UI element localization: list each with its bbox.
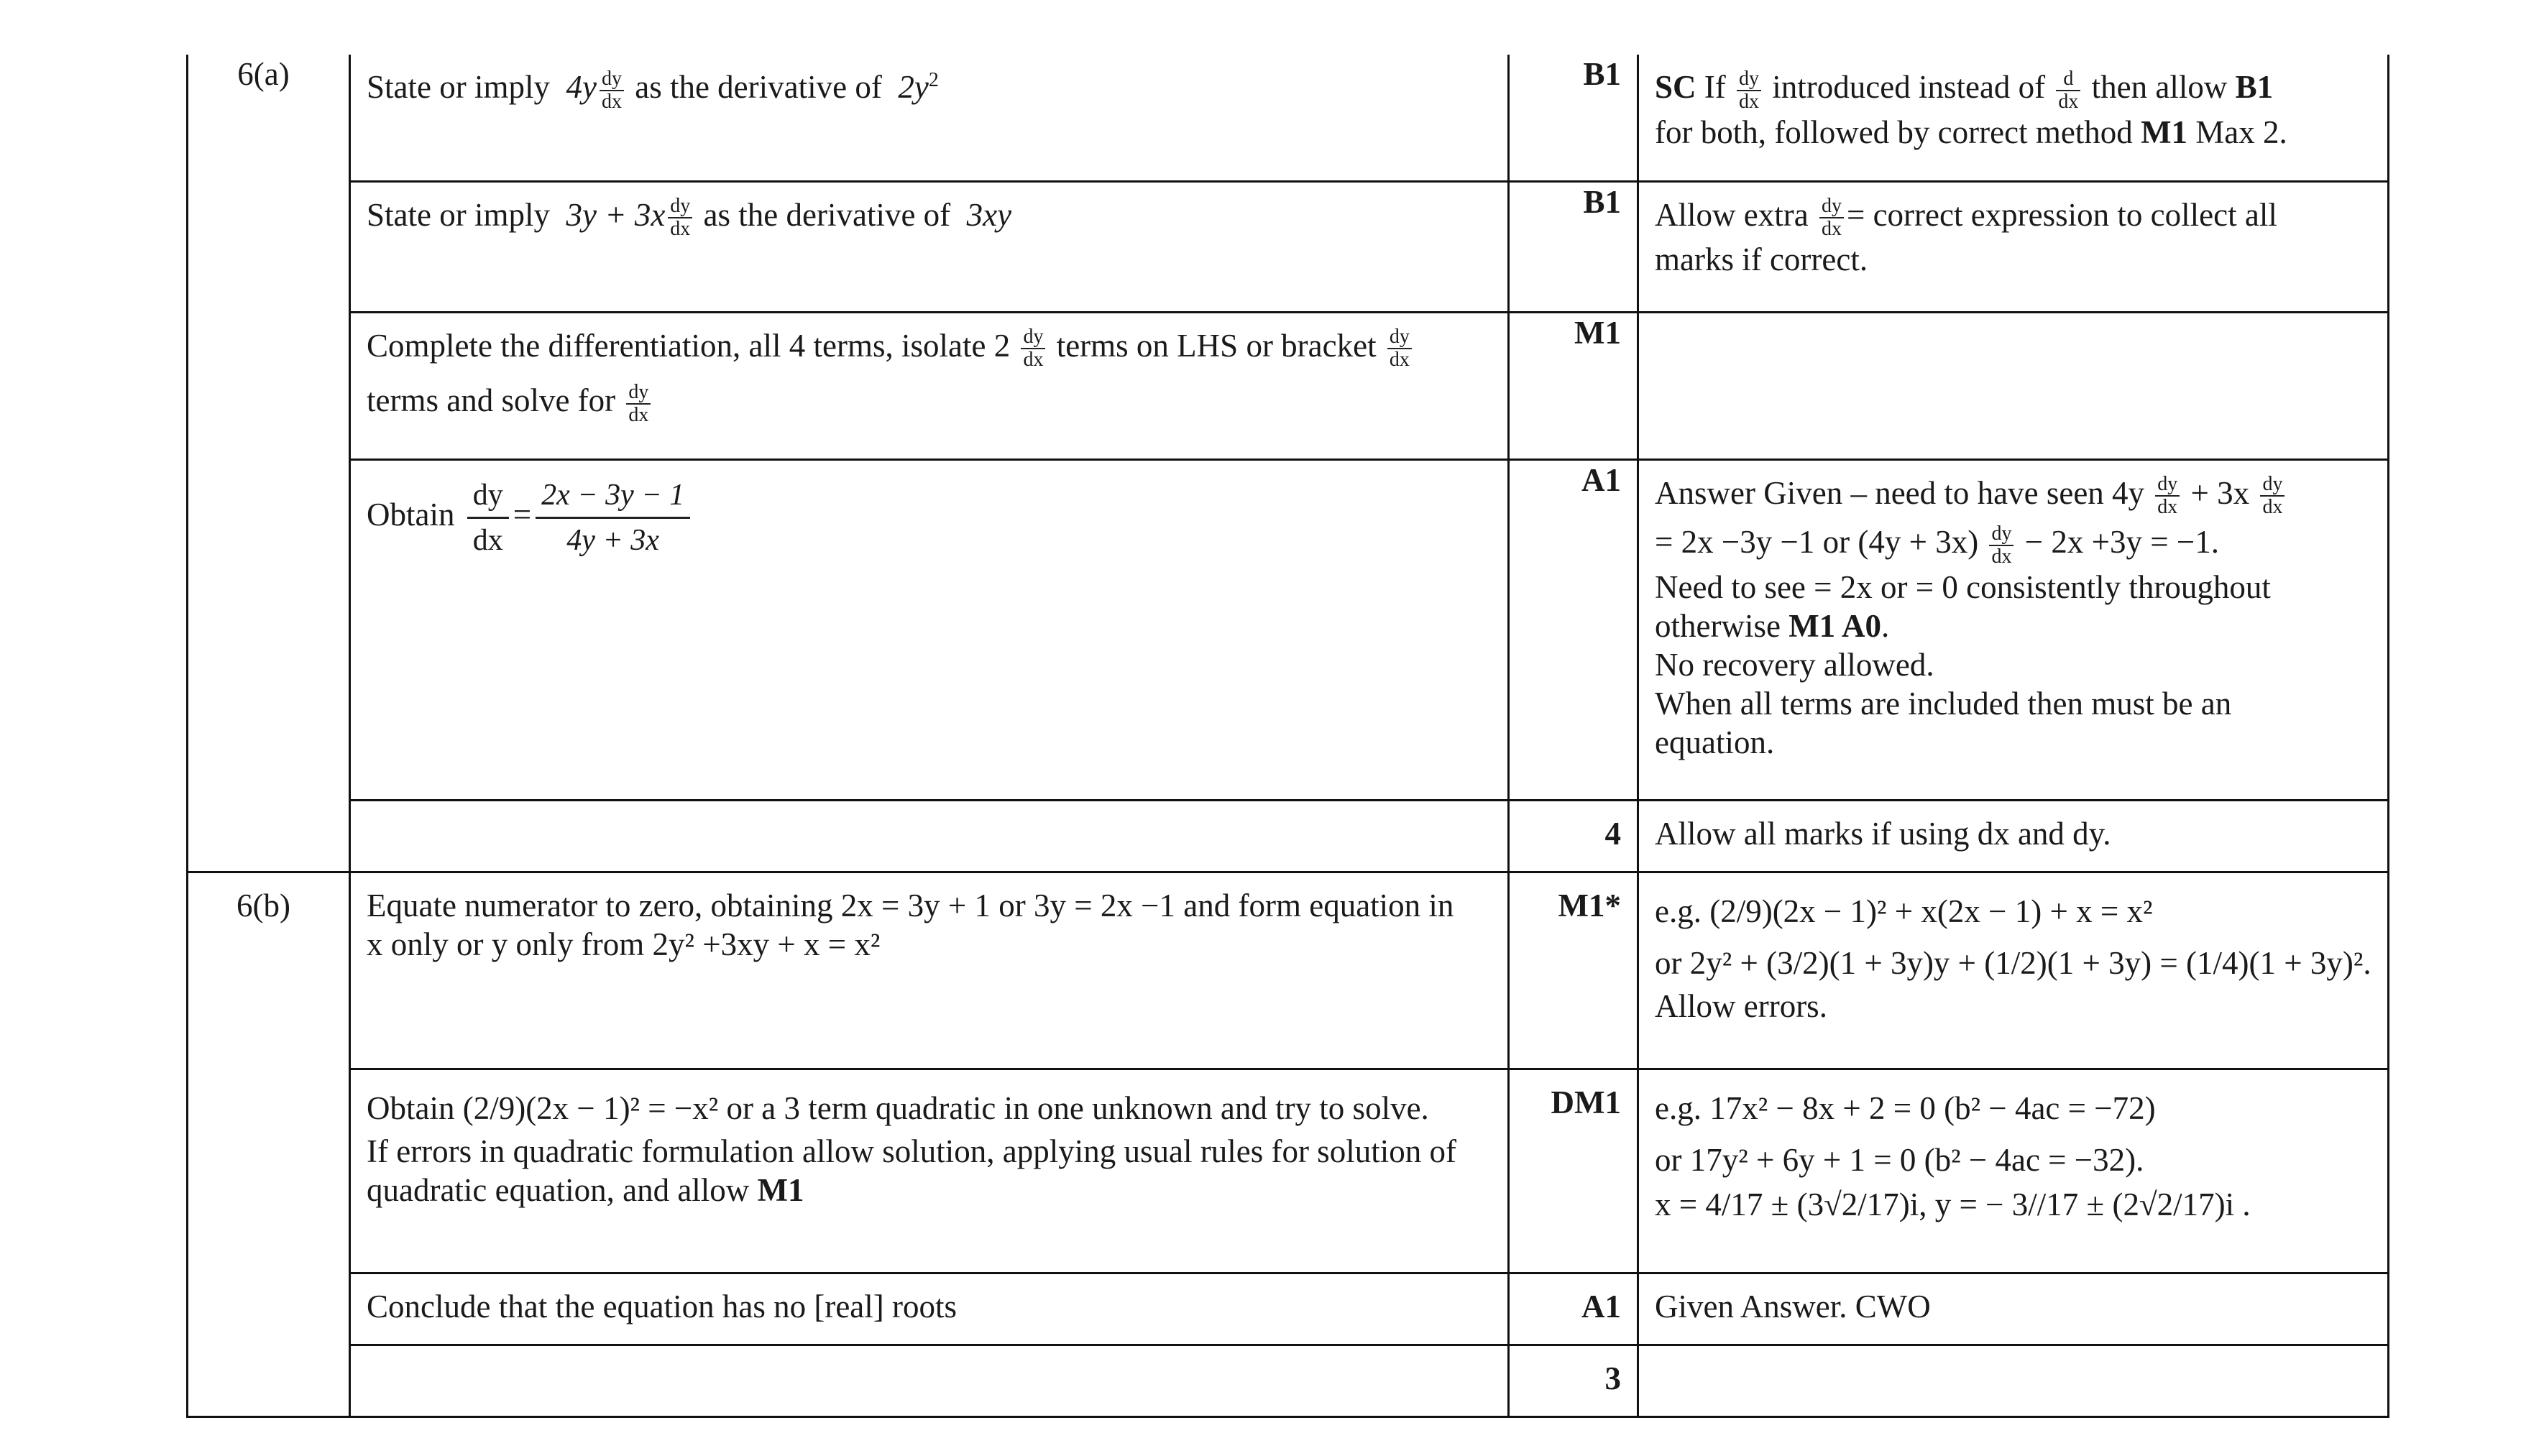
guidance-cell: SC If $\frac{dy}{dx}$ introduced instead of $\frac{d}{dx}$ then allow B1 for both, followed by correct method M1 Max 2. (1638, 55, 2389, 181)
guidance-cell (1638, 312, 2389, 459)
answer-cell: Obtain (2/9)(2x − 1)² = −x² or a 3 term quadratic in one unknown and try to solve. If errors in quadratic formulation allow solution, applying usual rules for solution of quadratic equation, and allow M1 (350, 1069, 1509, 1273)
answer-cell: Conclude that the equation has no [real] roots (350, 1273, 1509, 1345)
table-row (188, 800, 2389, 872)
table-row (188, 181, 2389, 312)
table-row (188, 1345, 2389, 1416)
guidance-cell: Allow extra $\frac{dy}{dx}$ = correct expression to collect all marks if correct. (1638, 181, 2389, 312)
answer-cell: State or imply 4y $\frac{dy}{dx}$ as the derivative of $2y^2$ (350, 55, 1509, 181)
table-row (188, 872, 2389, 1069)
table-row (188, 312, 2389, 459)
table-row (188, 1273, 2389, 1345)
guidance-cell: Allow all marks if using dx and dy. (1638, 800, 2389, 872)
mark-cell: M1* (1509, 872, 1638, 1069)
guidance-cell: e.g. (2/9)(2x − 1)² + x(2x − 1) + x = x² or 2y² + (3/2)(1 + 3y)y + (1/2)(1 + 3y) = (1/4)(1 + 3y)². Allow errors. (1638, 872, 2389, 1069)
answer-cell (350, 1345, 1509, 1416)
table-row (188, 459, 2389, 800)
question-number-6b: 6(b) (188, 872, 350, 1416)
answer-cell: Equate numerator to zero, obtaining 2x = 3y + 1 or 3y = 2x −1 and form equation in x only or y only from 2y² +3xy + x = x² (350, 872, 1509, 1069)
mark-cell: M1 (1509, 312, 1638, 459)
question-number-6a: 6(a) (188, 55, 350, 872)
answer-cell: Complete the differentiation, all 4 terms, isolate 2 $\frac{dy}{dx}$ terms on LHS or bracket $\frac{dy}{dx}$ terms and solve for $\frac{dy}{dx}$ (350, 312, 1509, 459)
guidance-cell (1638, 1345, 2389, 1416)
answer-cell: Obtain $\frac{dy}{dx}$ = $\frac{2x - 3y - 1}{4y + 3x}$ (350, 459, 1509, 800)
guidance-cell: e.g. 17x² − 8x + 2 = 0 (b² − 4ac = −72) or 17y² + 6y + 1 = 0 (b² − 4ac = −32). x = 4/17 ± (3√2/17)i, y = − 3//17 ± (2√2/17)i . (1638, 1069, 2389, 1273)
mark-cell: DM1 (1509, 1069, 1638, 1273)
guidance-cell: Given Answer. CWO (1638, 1273, 2389, 1345)
answer-cell: State or imply 3y + 3x $\frac{dy}{dx}$ as the derivative of 3xy (350, 181, 1509, 312)
table-row (188, 1069, 2389, 1273)
mark-cell: A1 (1509, 459, 1638, 800)
mark-total-cell: 4 (1509, 800, 1638, 872)
mark-scheme-table (186, 55, 2389, 1418)
mark-cell: B1 (1509, 55, 1638, 181)
table-row (188, 55, 2389, 181)
mark-cell: B1 (1509, 181, 1638, 312)
guidance-cell: Answer Given – need to have seen 4y $\frac{dy}{dx}$ + 3x $\frac{dy}{dx}$ = 2x −3y −1 or (4y + 3x) $\frac{dy}{dx}$ − 2x +3y = −1. Need to see = 2x or = 0 consistently throughout otherwise M1 A0. No recovery allowed. When all terms are included then must be an equation. (1638, 459, 2389, 800)
mark-cell: A1 (1509, 1273, 1638, 1345)
mark-total-cell: 3 (1509, 1345, 1638, 1416)
answer-cell (350, 800, 1509, 872)
